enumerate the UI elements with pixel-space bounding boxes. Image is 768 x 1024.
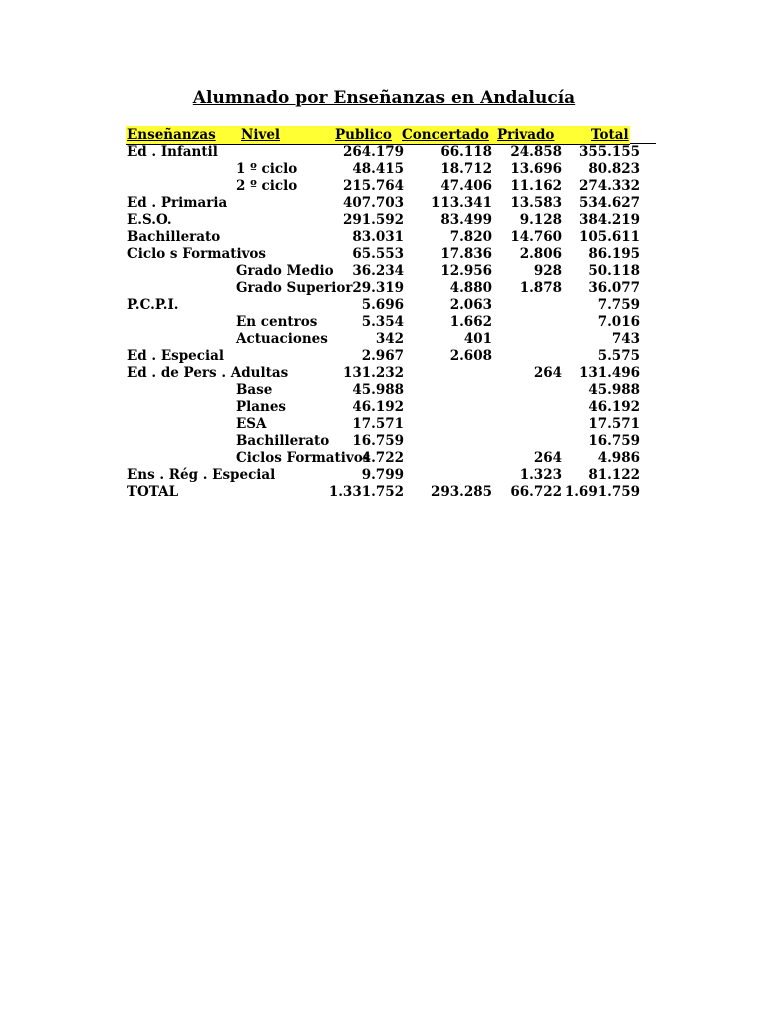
header-ensenanzas: Enseñanzas <box>127 127 216 143</box>
cell-total: 355.155 <box>578 144 640 160</box>
cell-publico: 9.799 <box>361 467 404 483</box>
cell-publico: 48.415 <box>352 161 404 177</box>
cell-total: 17.571 <box>588 416 640 432</box>
cell-nivel: Base <box>236 382 273 398</box>
header-publico: Publico <box>335 127 392 143</box>
cell-ensenanza: Ed . Infantil <box>127 144 218 160</box>
cell-privado: 264 <box>533 365 562 381</box>
table-row <box>0 450 768 467</box>
cell-concertado: 83.499 <box>440 212 492 228</box>
cell-nivel: Ciclos Formativos <box>236 450 371 466</box>
cell-concertado: 1.662 <box>449 314 492 330</box>
cell-ensenanza: Ens . Rég . Especial <box>127 467 276 483</box>
cell-concertado: 113.341 <box>430 195 492 211</box>
table-row <box>0 331 768 348</box>
cell-concertado: 293.285 <box>430 484 492 500</box>
cell-privado: 66.722 <box>510 484 562 500</box>
cell-concertado: 47.406 <box>440 178 492 194</box>
cell-publico: 83.031 <box>352 229 404 245</box>
cell-ensenanza: TOTAL <box>127 484 179 500</box>
cell-privado: 9.128 <box>519 212 562 228</box>
cell-publico: 215.764 <box>342 178 404 194</box>
table-row <box>0 161 768 178</box>
cell-total: 80.823 <box>588 161 640 177</box>
cell-total: 16.759 <box>588 433 640 449</box>
table-row <box>0 484 768 501</box>
cell-total: 46.192 <box>588 399 640 415</box>
cell-nivel: Grado Superior <box>236 280 353 296</box>
cell-concertado: 7.820 <box>449 229 492 245</box>
cell-concertado: 17.836 <box>440 246 492 262</box>
table-row <box>0 467 768 484</box>
cell-total: 86.195 <box>588 246 640 262</box>
cell-total: 7.759 <box>597 297 640 313</box>
cell-nivel: 1 º ciclo <box>236 161 298 177</box>
cell-publico: 36.234 <box>352 263 404 279</box>
cell-total: 534.627 <box>578 195 640 211</box>
cell-total: 105.611 <box>578 229 640 245</box>
cell-total: 274.332 <box>578 178 640 194</box>
cell-total: 4.986 <box>597 450 640 466</box>
cell-total: 131.496 <box>578 365 640 381</box>
cell-ensenanza: E.S.O. <box>127 212 172 228</box>
cell-privado: 11.162 <box>510 178 562 194</box>
cell-publico: 65.553 <box>352 246 404 262</box>
cell-total: 81.122 <box>588 467 640 483</box>
header-total: Total <box>591 127 629 143</box>
cell-total: 743 <box>611 331 640 347</box>
table-row <box>0 365 768 382</box>
cell-concertado: 18.712 <box>440 161 492 177</box>
table-header <box>126 126 630 145</box>
table-row <box>0 382 768 399</box>
cell-concertado: 4.880 <box>449 280 492 296</box>
cell-publico: 131.232 <box>342 365 404 381</box>
cell-total: 36.077 <box>588 280 640 296</box>
cell-publico: 29.319 <box>352 280 404 296</box>
cell-publico: 264.179 <box>342 144 404 160</box>
cell-concertado: 401 <box>463 331 492 347</box>
cell-publico: 5.354 <box>361 314 404 330</box>
table-row <box>0 399 768 416</box>
table-row <box>0 433 768 450</box>
cell-concertado: 2.063 <box>449 297 492 313</box>
cell-privado: 14.760 <box>510 229 562 245</box>
table-row <box>0 178 768 195</box>
cell-publico: 16.759 <box>352 433 404 449</box>
header-privado: Privado <box>497 127 555 143</box>
cell-nivel: ESA <box>236 416 267 432</box>
cell-publico: 2.967 <box>361 348 404 364</box>
header-nivel: Nivel <box>241 127 281 143</box>
table-row <box>0 280 768 297</box>
table-row <box>0 246 768 263</box>
cell-publico: 5.696 <box>361 297 404 313</box>
cell-nivel: En centros <box>236 314 318 330</box>
cell-publico: 46.192 <box>352 399 404 415</box>
table-row <box>0 416 768 433</box>
cell-ensenanza: Ed . Primaria <box>127 195 228 211</box>
cell-concertado: 66.118 <box>440 144 492 160</box>
table-body <box>0 144 768 501</box>
cell-total: 45.988 <box>588 382 640 398</box>
cell-publico: 407.703 <box>342 195 404 211</box>
cell-total: 5.575 <box>597 348 640 364</box>
cell-privado: 24.858 <box>510 144 562 160</box>
cell-nivel: Bachillerato <box>236 433 330 449</box>
cell-nivel: 2 º ciclo <box>236 178 298 194</box>
table-row <box>0 212 768 229</box>
header-concertado: Concertado <box>402 127 489 143</box>
cell-publico: 45.988 <box>352 382 404 398</box>
table-row <box>0 195 768 212</box>
table-row <box>0 229 768 246</box>
cell-concertado: 2.608 <box>449 348 492 364</box>
cell-publico: 4.722 <box>361 450 404 466</box>
cell-total: 7.016 <box>597 314 640 330</box>
cell-publico: 342 <box>375 331 404 347</box>
title-text: Alumnado por Enseñanzas en Andalucía <box>192 88 576 108</box>
cell-publico: 17.571 <box>352 416 404 432</box>
cell-privado: 1.878 <box>519 280 562 296</box>
table-row <box>0 314 768 331</box>
cell-privado: 264 <box>533 450 562 466</box>
cell-nivel: Planes <box>236 399 287 415</box>
cell-ensenanza: Ed . Especial <box>127 348 224 364</box>
cell-nivel: Grado Medio <box>236 263 334 279</box>
cell-privado: 13.583 <box>510 195 562 211</box>
cell-privado: 1.323 <box>519 467 562 483</box>
cell-total: 384.219 <box>578 212 640 228</box>
table-row <box>0 297 768 314</box>
cell-publico: 1.331.752 <box>328 484 404 500</box>
cell-ensenanza: Ciclo s Formativos <box>127 246 267 262</box>
table-row <box>0 144 768 161</box>
page-title <box>0 88 768 108</box>
cell-ensenanza: Ed . de Pers . Adultas <box>127 365 289 381</box>
cell-ensenanza: Bachillerato <box>127 229 221 245</box>
cell-privado: 2.806 <box>519 246 562 262</box>
cell-total: 1.691.759 <box>564 484 640 500</box>
table-row <box>0 348 768 365</box>
cell-nivel: Actuaciones <box>236 331 328 347</box>
cell-ensenanza: P.C.P.I. <box>127 297 179 313</box>
cell-concertado: 12.956 <box>440 263 492 279</box>
cell-total: 50.118 <box>588 263 640 279</box>
cell-privado: 13.696 <box>510 161 562 177</box>
table-row <box>0 263 768 280</box>
cell-privado: 928 <box>533 263 562 279</box>
cell-publico: 291.592 <box>342 212 404 228</box>
